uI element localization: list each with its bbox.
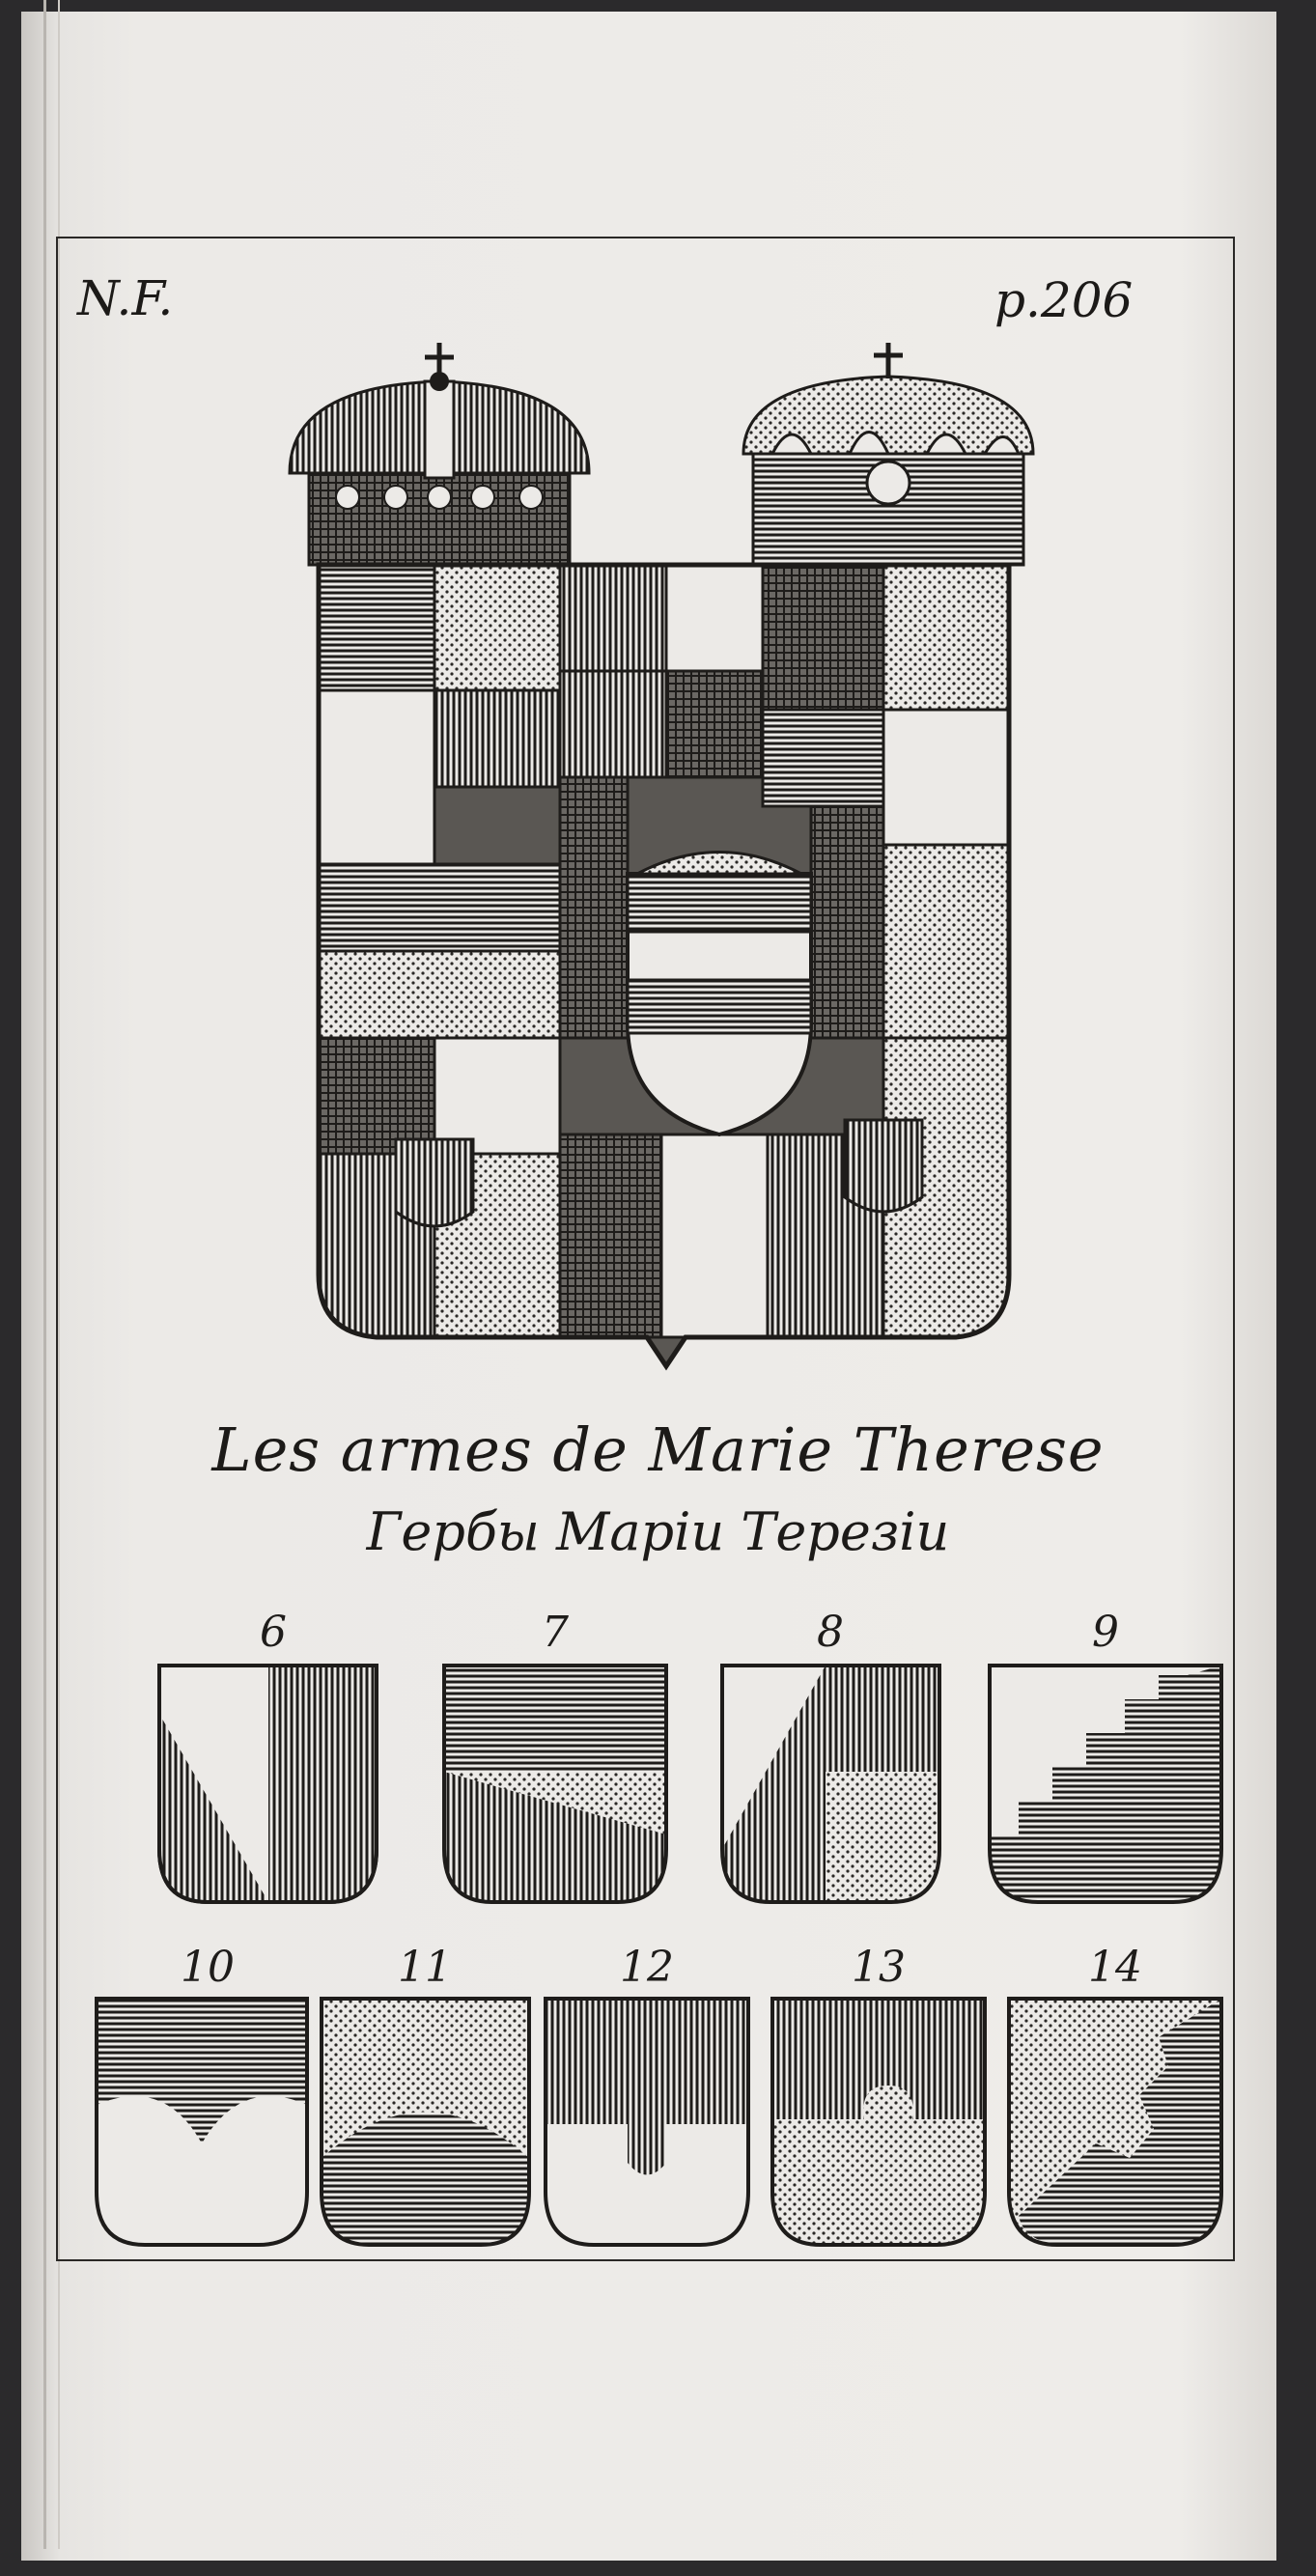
shield-12-icon — [546, 1999, 748, 2245]
shield-number-13: 13 — [852, 1943, 906, 1992]
shield-number-7: 7 — [542, 1608, 569, 1657]
shield-10-icon — [97, 1999, 307, 2245]
shield-13-icon — [772, 1999, 985, 2245]
plate-id-label: N.F. — [77, 270, 174, 326]
shield-number-12: 12 — [620, 1943, 674, 1992]
shield-number-6: 6 — [260, 1608, 287, 1657]
shield-number-10: 10 — [181, 1943, 235, 1992]
caption-russian: Гербы Марiи Терезiи — [366, 1501, 950, 1562]
shield-11-icon — [322, 1999, 529, 2245]
shield-number-8: 8 — [817, 1608, 844, 1657]
shield-8-icon — [722, 1666, 939, 1902]
shield-number-14: 14 — [1088, 1943, 1142, 1992]
shield-9-icon — [990, 1666, 1221, 1902]
shield-number-9: 9 — [1092, 1608, 1119, 1657]
shield-7-icon — [444, 1666, 666, 1902]
shield-14-icon — [1009, 1999, 1221, 2245]
maria-theresa-coat-of-arms-icon — [319, 565, 1009, 1366]
shield-number-11: 11 — [398, 1943, 452, 1992]
caption-french: Les armes de Marie Therese — [211, 1414, 1105, 1485]
shield-6-icon — [159, 1666, 377, 1902]
imperial-crown-icon — [290, 343, 589, 565]
royal-crown-icon — [743, 343, 1033, 565]
page-reference-label: p.206 — [994, 272, 1134, 328]
